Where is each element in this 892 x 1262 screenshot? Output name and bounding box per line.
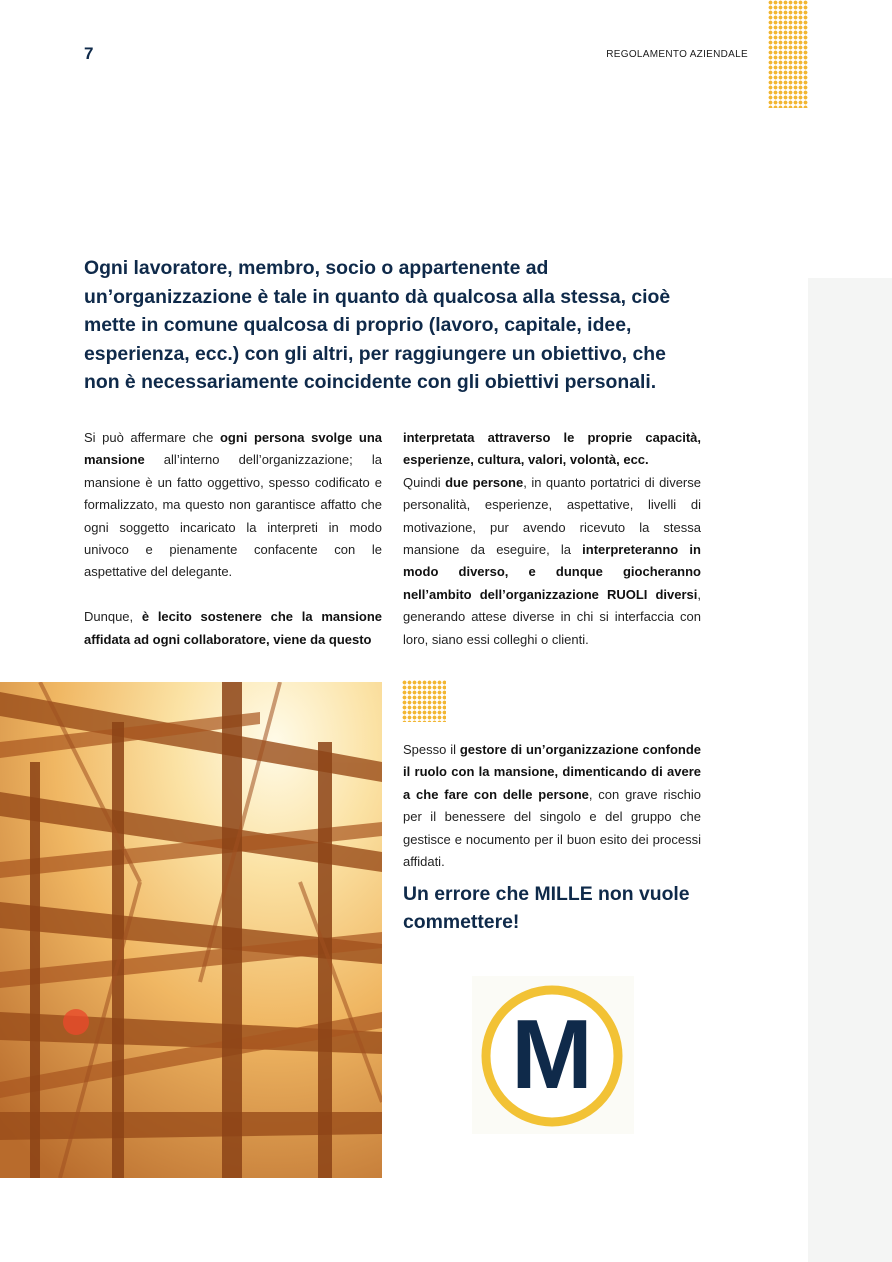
text-span: , in quanto portatrici di diverse personalità, esperienze, aspettative, livelli di motivazione, pur avendo ricevuto la stessa mansione da eseguire, la <box>403 474 701 558</box>
right-column <box>403 427 701 651</box>
intro-paragraph: Ogni lavoratore, membro, socio o appartenente ad un’organizzazione è tale in quanto dà qualcosa alla stessa, cioè mette in comune qualcosa di proprio (lavoro, capitale, idee, esperienza, ecc.) con gli altri, per raggiungere un obiettivo, che non è necessariamente coincidente con gli obiettivi personali. <box>84 257 671 394</box>
steel-structure-photo <box>0 682 382 1178</box>
text-span: Quindi <box>403 474 446 490</box>
highlight-statement: Un errore che MILLE non vuole commettere! <box>403 883 690 933</box>
text-span: Si può affermare che <box>84 430 220 445</box>
body-paragraph <box>403 427 701 472</box>
text-span: Dunque, <box>84 609 142 625</box>
side-panel <box>808 278 892 1262</box>
bold-text: due persone <box>445 474 524 490</box>
logo-letter: M <box>511 999 593 1109</box>
text-span: Spesso il <box>403 742 460 757</box>
text-span: , generando attese diverse in chi si interfaccia con loro, siano essi colleghi o clienti. <box>403 586 701 647</box>
bold-text: è lecito sostenere che la mansione affidata ad ogni collaboratore, viene da questo <box>84 609 382 647</box>
bold-text: ogni persona svolge una mansione <box>84 430 382 468</box>
body-paragraph <box>403 472 701 651</box>
photo-illustration <box>0 682 382 1178</box>
right-column-lower <box>403 739 701 873</box>
page-number: 7 <box>84 44 94 63</box>
decorative-dot-grid <box>768 0 808 108</box>
text-span: all’interno dell’organizzazione; la mansione è un fatto oggettivo, spesso codificato e formalizzato, ma questo non garantisce affatto che ogni soggetto incaricato la interpreti in modo univoco e pienamente confacente con le aspettative del delegante. <box>84 452 382 580</box>
running-header-title: REGOLAMENTO AZIENDALE <box>606 49 748 60</box>
decorative-dot-grid <box>402 680 446 722</box>
logo-mark <box>472 976 634 1134</box>
body-paragraph <box>403 739 701 873</box>
body-paragraph <box>84 606 382 651</box>
mille-logo <box>472 976 634 1134</box>
left-column <box>84 427 382 651</box>
text-span: , con grave rischio per il benessere del singolo e del gruppo che gestisce e nocumento per il buon esito dei processi affidati. <box>403 786 701 870</box>
bold-text: interpretata attraverso le proprie capacità, esperienze, cultura, valori, volontà, ecc. <box>403 430 701 468</box>
bold-text: gestore di un’organizzazione confonde il ruolo con la mansione, dimenticando di avere a che fare con delle persone <box>403 742 701 802</box>
body-paragraph <box>84 427 382 584</box>
bold-text: interpreteranno in modo diverso, e dunque giocheranno nell’ambito dell’organizzazione RUOLI diversi <box>403 542 701 602</box>
